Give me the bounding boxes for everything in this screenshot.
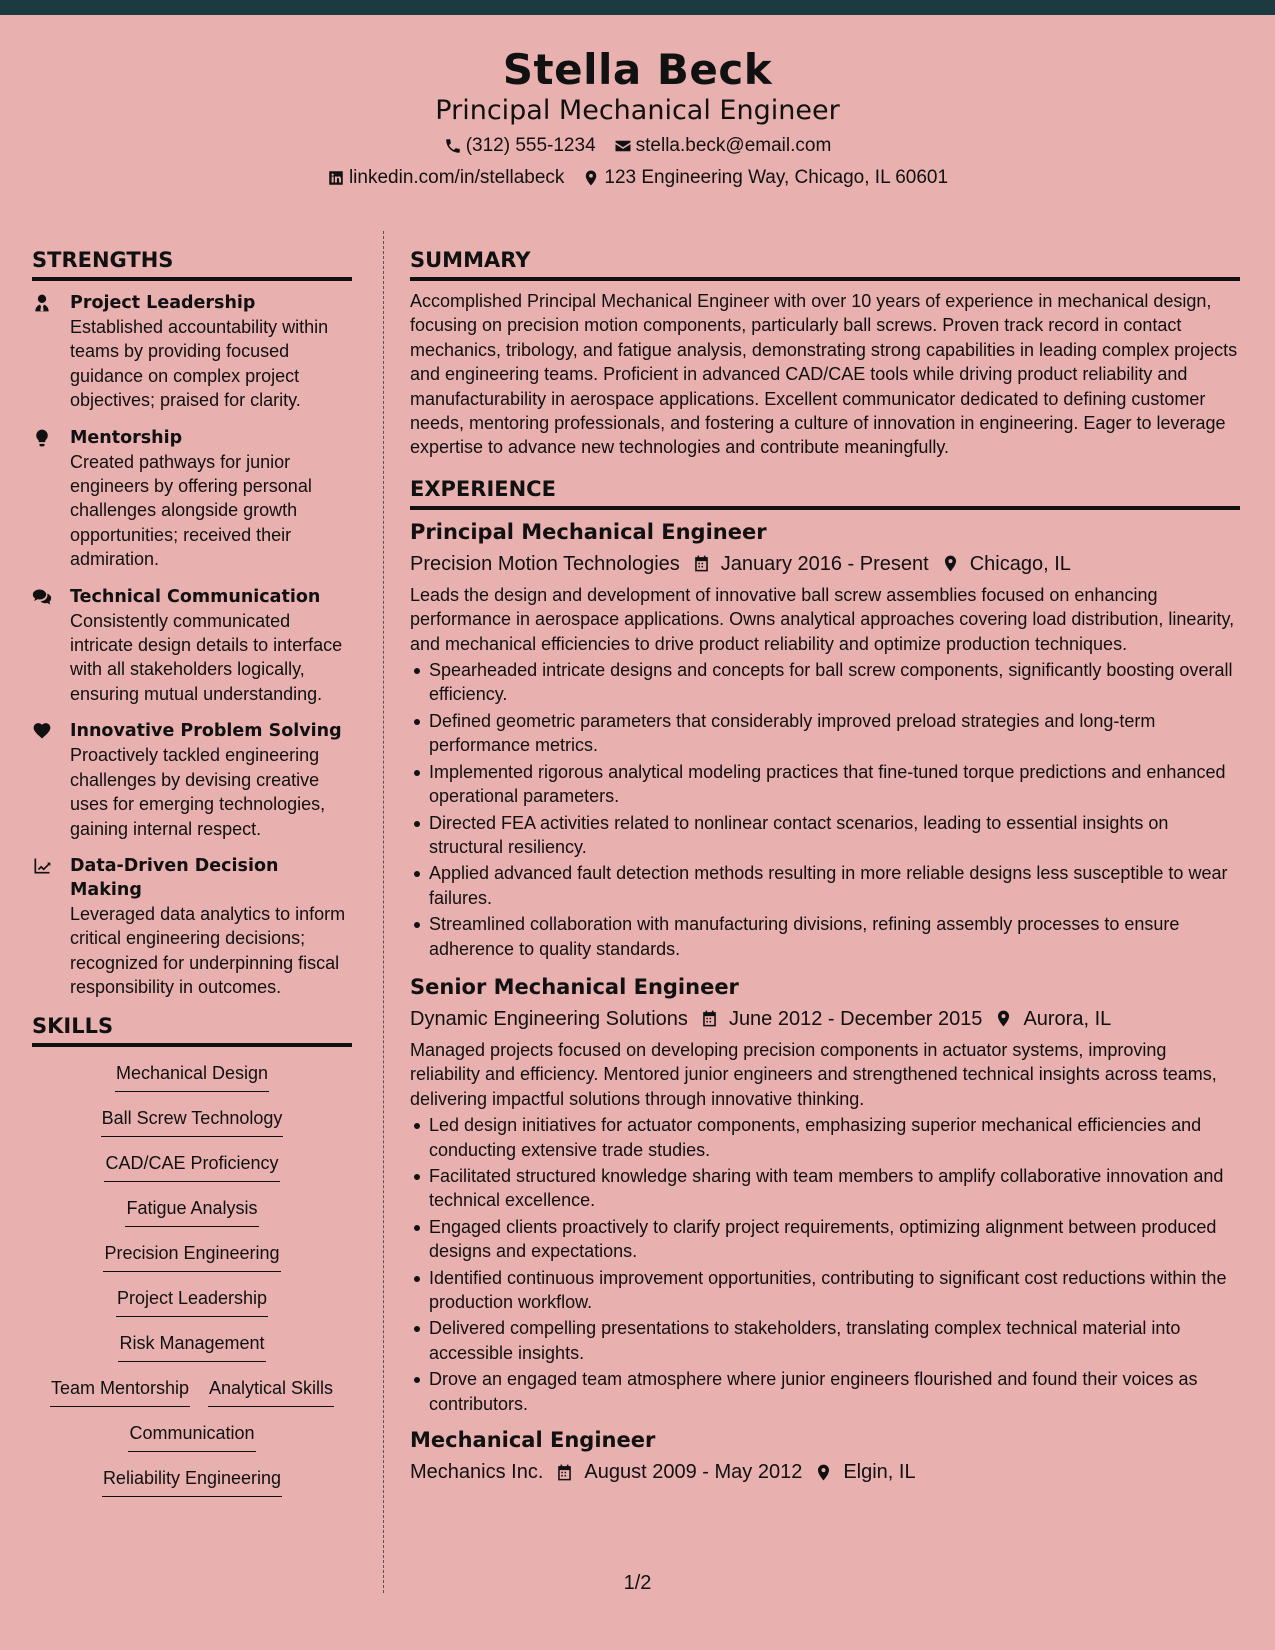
job-dates: August 2009 - May 2012 <box>584 1461 803 1484</box>
candidate-name: Stella Beck <box>502 45 773 94</box>
skill-tag: Fatigue Analysis <box>125 1196 258 1227</box>
phone-icon <box>444 137 462 155</box>
job-bullet: Implemented rigorous analytical modeling practices that fine-tuned torque predictions and enhanced operational parameters. <box>410 760 1240 809</box>
chart-line-icon <box>32 856 52 876</box>
skill-row <box>32 1241 352 1286</box>
skills-list <box>32 1061 352 1511</box>
email-contact[interactable] <box>614 134 832 158</box>
envelope-icon <box>614 137 632 155</box>
strength-description: Consistently communicated intricate design details to interface with all stakeholders logically, ensuring mutual understanding. <box>70 610 343 704</box>
linkedin-icon <box>327 169 345 187</box>
skill-tag: CAD/CAE Proficiency <box>104 1151 279 1182</box>
strength-title: Mentorship <box>70 427 183 448</box>
job-meta <box>410 549 1240 579</box>
job-bullet: Streamlined collaboration with manufacturing divisions, refining assembly processes to ensure adherence to quality standards. <box>410 912 1240 961</box>
job-bullets <box>410 658 1240 961</box>
strength-item <box>32 854 352 1000</box>
job-description: Leads the design and development of innovative ball screw assemblies focused on enhancing performance in aerospace applications. Owns analytical approaches covering load distribution, linearity, and mechanical efficiencies to drive product reliability and optimize production techniques. <box>410 584 1235 654</box>
job-company: Dynamic Engineering Solutions <box>410 1007 688 1030</box>
phone-text: (312) 555-1234 <box>465 135 596 156</box>
top-accent-bar <box>0 0 1275 15</box>
job-location: Elgin, IL <box>843 1461 916 1484</box>
job-title: Mechanical Engineer <box>410 1428 656 1453</box>
strength-title: Innovative Problem Solving <box>70 721 342 742</box>
experience-heading: EXPERIENCE <box>410 476 1240 510</box>
linkedin-text: linkedin.com/in/stellabeck <box>348 167 565 188</box>
column-divider <box>383 231 384 1593</box>
job-entry <box>410 1426 1240 1487</box>
job-bullet: Delivered compelling presentations to stakeholders, translating complex technical material into accessible insights. <box>410 1316 1240 1365</box>
skill-tag: Risk Management <box>118 1331 265 1362</box>
heart-icon <box>32 721 52 741</box>
comments-icon <box>32 587 52 607</box>
address-text: 123 Engineering Way, Chicago, IL 60601 <box>604 167 949 188</box>
job-bullet: Identified continuous improvement opportunities, contributing to significant cost reductions within the production workflow. <box>410 1266 1240 1315</box>
left-column <box>32 247 352 1511</box>
job-bullet: Drove an engaged team atmosphere where junior engineers flourished and found their voices as contributors. <box>410 1367 1240 1416</box>
job-bullet: Directed FEA activities related to nonlinear contact scenarios, leading to essential insights on structural resiliency. <box>410 811 1240 860</box>
strength-title: Data-Driven Decision Making <box>70 855 279 900</box>
job-bullet: Defined geometric parameters that considerably improved preload strategies and long-term performance metrics. <box>410 709 1240 758</box>
strengths-list <box>32 291 352 1000</box>
job-bullets <box>410 1113 1240 1416</box>
strength-item <box>32 291 352 413</box>
strength-item <box>32 719 352 841</box>
strength-description: Leveraged data analytics to inform critical engineering decisions; recognized for underpinning fiscal responsibility in outcomes. <box>70 903 346 998</box>
job-location: Aurora, IL <box>1023 1007 1112 1030</box>
skill-row <box>32 1106 352 1151</box>
skill-row <box>32 1466 352 1511</box>
skill-tag: Communication <box>128 1421 255 1452</box>
job-meta <box>410 1004 1240 1034</box>
strength-item <box>32 426 352 572</box>
strength-title: Project Leadership <box>70 293 256 313</box>
job-dates: January 2016 - Present <box>720 552 929 575</box>
job-bullet: Facilitated structured knowledge sharing with team members to amplify collaborative innovation and technical excellence. <box>410 1164 1240 1213</box>
job-bullet: Led design initiatives for actuator components, emphasizing superior mechanical efficiencies and conducting extensive trade studies. <box>410 1113 1240 1162</box>
skill-row <box>32 1376 352 1421</box>
skill-row <box>32 1286 352 1331</box>
skill-row <box>32 1196 352 1241</box>
summary-heading: SUMMARY <box>410 247 1240 281</box>
calendar-icon <box>700 1009 719 1028</box>
strength-description: Established accountability within teams by providing focused guidance on complex project objectives; praised for clarity. <box>70 317 329 411</box>
job-company: Mechanics Inc. <box>410 1461 544 1484</box>
skill-row <box>32 1061 352 1106</box>
job-description: Managed projects focused on developing precision components in actuator systems, improving reliability and efficiency. Mentored junior engineers and strengthened technical insights across teams, delivering impactful solutions through innovative thinking. <box>410 1039 1217 1109</box>
user-tie-icon <box>32 293 52 313</box>
address-contact <box>582 166 948 190</box>
calendar-icon <box>692 554 711 573</box>
map-marker-icon <box>994 1009 1013 1028</box>
strength-title: Technical Communication <box>70 586 321 607</box>
skill-row <box>32 1421 352 1466</box>
skill-tag: Precision Engineering <box>103 1241 280 1272</box>
strength-description: Created pathways for junior engineers by offering personal challenges alongside growth opportunities; received their admiration. <box>70 451 312 570</box>
skill-row <box>32 1151 352 1196</box>
job-dates: June 2012 - December 2015 <box>728 1007 983 1030</box>
skill-tag: Team Mentorship <box>50 1376 190 1407</box>
skill-row <box>32 1331 352 1376</box>
job-meta <box>410 1457 1240 1487</box>
strength-item <box>32 585 352 707</box>
strength-description: Proactively tackled engineering challenges by devising creative uses for emerging technologies, gaining internal respect. <box>70 745 326 839</box>
contact-row-2 <box>0 166 1275 190</box>
job-entry <box>410 518 1240 961</box>
job-title: Senior Mechanical Engineer <box>410 974 739 999</box>
linkedin-contact[interactable] <box>327 166 564 190</box>
email-text: stella.beck@email.com <box>635 135 832 156</box>
map-marker-icon <box>582 169 600 187</box>
skills-heading: SKILLS <box>32 1013 352 1047</box>
strengths-heading: STRENGTHS <box>32 247 352 281</box>
lightbulb-icon <box>32 428 52 448</box>
resume-header <box>0 15 1275 205</box>
summary-text: Accomplished Principal Mechanical Engineer with over 10 years of experience in mechanical design, focusing on precision motion components, particularly ball screws. Proven track record in contact mechanics, tribology, and fatigue analysis, demonstrating strong capabilities in leading complex projects and engineering teams. Proficient in advanced CAD/CAE tools while driving product reliability and manufacturability in aerospace applications. Excellent communicator dedicated to defining customer needs, mentoring professionals, and fostering a culture of innovation in engineering. Eager to leverage expertise to advance new technologies and contribute meaningfully. <box>410 291 1238 458</box>
candidate-title: Principal Mechanical Engineer <box>435 95 840 126</box>
job-bullet: Spearheaded intricate designs and concepts for ball screw components, significantly boosting overall efficiency. <box>410 658 1240 707</box>
contact-row-1 <box>0 134 1275 158</box>
phone-contact <box>444 134 596 158</box>
job-title: Principal Mechanical Engineer <box>410 519 767 544</box>
page-number: 1/2 <box>623 1572 652 1594</box>
skill-tag: Project Leadership <box>116 1286 268 1317</box>
job-entry <box>410 973 1240 1416</box>
job-location: Chicago, IL <box>969 552 1071 575</box>
skill-tag: Reliability Engineering <box>102 1466 282 1497</box>
right-column <box>410 247 1240 1487</box>
map-marker-icon <box>814 1463 833 1482</box>
calendar-icon <box>555 1463 574 1482</box>
skill-tag: Mechanical Design <box>115 1061 269 1092</box>
job-bullet: Engaged clients proactively to clarify project requirements, optimizing alignment between produced designs and expectations. <box>410 1215 1240 1264</box>
job-bullet: Applied advanced fault detection methods resulting in more reliable designs less susceptible to wear failures. <box>410 861 1240 910</box>
skill-tag: Ball Screw Technology <box>101 1106 284 1137</box>
job-company: Precision Motion Technologies <box>410 552 680 575</box>
map-marker-icon <box>941 554 960 573</box>
skill-tag: Analytical Skills <box>208 1376 334 1407</box>
